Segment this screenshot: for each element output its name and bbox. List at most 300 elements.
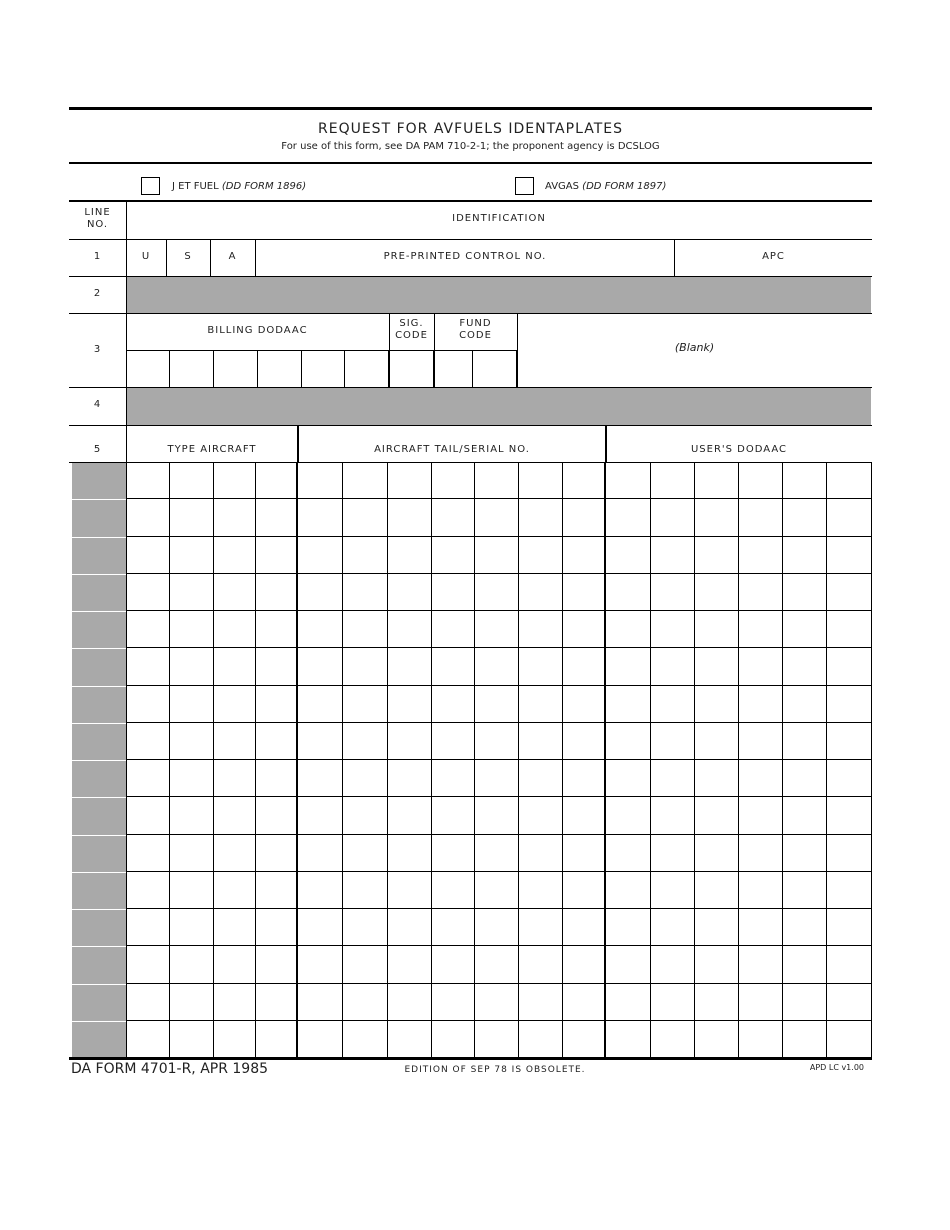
- grid-entry-cell[interactable]: [256, 723, 298, 760]
- line1-u-label: U: [141, 251, 151, 262]
- grid-entry-cell[interactable]: [606, 499, 651, 536]
- avgas-checkbox[interactable]: [515, 177, 534, 195]
- grid-entry-cell[interactable]: [432, 984, 475, 1021]
- grid-entry-cell[interactable]: [214, 648, 256, 685]
- grid-entry-cell[interactable]: [651, 574, 695, 611]
- grid-entry-cell[interactable]: [606, 872, 651, 909]
- grid-entry-cell[interactable]: [695, 723, 739, 760]
- grid-entry-cell[interactable]: [298, 835, 343, 872]
- grid-entry-cell[interactable]: [519, 499, 563, 536]
- grid-entry-cell[interactable]: [388, 499, 432, 536]
- grid-entry-cell[interactable]: [343, 984, 388, 1021]
- grid-entry-cell[interactable]: [783, 835, 827, 872]
- grid-entry-cell[interactable]: [475, 574, 519, 611]
- grid-entry-cell[interactable]: [432, 872, 475, 909]
- grid-entry-cell[interactable]: [388, 984, 432, 1021]
- grid-entry-cell[interactable]: [388, 1021, 432, 1058]
- grid-entry-cell[interactable]: [606, 760, 651, 797]
- grid-entry-cell[interactable]: [388, 835, 432, 872]
- grid-entry-cell[interactable]: [126, 984, 170, 1021]
- grid-entry-cell[interactable]: [475, 648, 519, 685]
- jet-fuel-checkbox[interactable]: [141, 177, 160, 195]
- grid-entry-cell[interactable]: [563, 984, 606, 1021]
- grid-entry-cell[interactable]: [651, 723, 695, 760]
- grid-entry-cell[interactable]: [651, 909, 695, 946]
- grid-entry-cell[interactable]: [256, 574, 298, 611]
- grid-entry-cell[interactable]: [170, 909, 214, 946]
- grid-entry-cell[interactable]: [519, 835, 563, 872]
- grid-entry-cell[interactable]: [475, 537, 519, 574]
- grid-entry-cell[interactable]: [739, 909, 783, 946]
- grid-entry-cell[interactable]: [783, 648, 827, 685]
- grid-entry-cell[interactable]: [606, 909, 651, 946]
- grid-entry-cell[interactable]: [519, 574, 563, 611]
- grid-entry-cell[interactable]: [256, 946, 298, 983]
- grid-entry-cell[interactable]: [695, 462, 739, 499]
- grid-entry-cell[interactable]: [388, 909, 432, 946]
- grid-entry-cell[interactable]: [739, 946, 783, 983]
- grid-entry-cell[interactable]: [651, 835, 695, 872]
- grid-entry-cell[interactable]: [519, 686, 563, 723]
- grid-entry-cell[interactable]: [170, 760, 214, 797]
- grid-entry-cell[interactable]: [827, 648, 872, 685]
- grid-entry-cell[interactable]: [783, 574, 827, 611]
- grid-entry-cell[interactable]: [563, 946, 606, 983]
- grid-entry-cell[interactable]: [651, 760, 695, 797]
- grid-entry-cell[interactable]: [214, 1021, 256, 1058]
- grid-entry-cell[interactable]: [432, 499, 475, 536]
- grid-entry-cell[interactable]: [432, 723, 475, 760]
- grid-entry-cell[interactable]: [475, 686, 519, 723]
- grid-entry-cell[interactable]: [651, 984, 695, 1021]
- grid-entry-cell[interactable]: [298, 984, 343, 1021]
- grid-entry-cell[interactable]: [739, 537, 783, 574]
- grid-entry-cell[interactable]: [298, 537, 343, 574]
- grid-entry-cell[interactable]: [519, 537, 563, 574]
- line1-a-label: A: [228, 251, 237, 262]
- grid-entry-cell[interactable]: [126, 574, 170, 611]
- grid-entry-cell[interactable]: [432, 797, 475, 834]
- grid-entry-cell[interactable]: [651, 648, 695, 685]
- grid-entry-cell[interactable]: [256, 462, 298, 499]
- grid-entry-cell[interactable]: [343, 835, 388, 872]
- grid-entry-cell[interactable]: [651, 872, 695, 909]
- grid-entry-cell[interactable]: [651, 1021, 695, 1058]
- grid-entry-cell[interactable]: [783, 984, 827, 1021]
- grid-entry-cell[interactable]: [343, 574, 388, 611]
- grid-entry-cell[interactable]: [606, 611, 651, 648]
- grid-entry-cell[interactable]: [343, 760, 388, 797]
- grid-entry-cell[interactable]: [606, 835, 651, 872]
- grid-entry-cell[interactable]: [827, 946, 872, 983]
- grid-entry-cell[interactable]: [475, 760, 519, 797]
- grid-entry-cell[interactable]: [256, 648, 298, 685]
- grid-entry-cell[interactable]: [432, 760, 475, 797]
- grid-entry-cell[interactable]: [606, 462, 651, 499]
- grid-entry-cell[interactable]: [126, 499, 170, 536]
- grid-entry-cell[interactable]: [783, 909, 827, 946]
- line3-entry-cell[interactable]: [473, 351, 517, 388]
- grid-entry-cell[interactable]: [388, 611, 432, 648]
- grid-entry-cell[interactable]: [563, 835, 606, 872]
- grid-entry-cell[interactable]: [214, 499, 256, 536]
- grid-entry-cell[interactable]: [827, 1021, 872, 1058]
- grid-entry-cell[interactable]: [214, 872, 256, 909]
- grid-entry-cell[interactable]: [256, 537, 298, 574]
- grid-entry-cell[interactable]: [214, 760, 256, 797]
- grid-entry-cell[interactable]: [783, 946, 827, 983]
- grid-entry-cell[interactable]: [214, 611, 256, 648]
- grid-entry-cell[interactable]: [475, 909, 519, 946]
- grid-entry-cell[interactable]: [126, 611, 170, 648]
- row-number-shaded-cell: [72, 687, 126, 723]
- grid-entry-cell[interactable]: [651, 797, 695, 834]
- grid-entry-cell[interactable]: [388, 648, 432, 685]
- grid-entry-cell[interactable]: [783, 872, 827, 909]
- grid-entry-cell[interactable]: [606, 984, 651, 1021]
- grid-entry-cell[interactable]: [214, 946, 256, 983]
- grid-entry-cell[interactable]: [298, 462, 343, 499]
- grid-entry-cell[interactable]: [170, 835, 214, 872]
- grid-entry-cell[interactable]: [343, 946, 388, 983]
- grid-entry-cell[interactable]: [256, 872, 298, 909]
- grid-entry-cell[interactable]: [827, 499, 872, 536]
- grid-entry-cell[interactable]: [343, 537, 388, 574]
- grid-entry-cell[interactable]: [563, 462, 606, 499]
- grid-entry-cell[interactable]: [475, 984, 519, 1021]
- grid-entry-cell[interactable]: [298, 872, 343, 909]
- grid-entry-cell[interactable]: [298, 686, 343, 723]
- grid-entry-cell[interactable]: [827, 686, 872, 723]
- grid-entry-cell[interactable]: [739, 499, 783, 536]
- grid-entry-cell[interactable]: [170, 462, 214, 499]
- grid-entry-cell[interactable]: [214, 909, 256, 946]
- grid-entry-cell[interactable]: [739, 1021, 783, 1058]
- sig-code-label: [389, 318, 434, 342]
- grid-entry-cell[interactable]: [783, 1021, 827, 1058]
- grid-entry-cell[interactable]: [388, 797, 432, 834]
- grid-entry-cell[interactable]: [256, 984, 298, 1021]
- grid-entry-cell[interactable]: [827, 574, 872, 611]
- grid-entry-cell[interactable]: [695, 872, 739, 909]
- grid-entry-cell[interactable]: [739, 797, 783, 834]
- grid-entry-cell[interactable]: [695, 686, 739, 723]
- grid-entry-cell[interactable]: [298, 723, 343, 760]
- grid-entry-cell[interactable]: [651, 686, 695, 723]
- line3-entry-cell[interactable]: [434, 351, 473, 388]
- grid-entry-cell[interactable]: [695, 797, 739, 834]
- grid-entry-cell[interactable]: [739, 872, 783, 909]
- grid-entry-cell[interactable]: [651, 611, 695, 648]
- grid-entry-cell[interactable]: [388, 946, 432, 983]
- grid-entry-cell[interactable]: [432, 574, 475, 611]
- line-number-4: 4: [93, 399, 102, 410]
- grid-entry-cell[interactable]: [298, 797, 343, 834]
- grid-entry-cell[interactable]: [519, 462, 563, 499]
- grid-entry-cell[interactable]: [126, 797, 170, 834]
- grid-entry-cell[interactable]: [343, 723, 388, 760]
- row-number-shaded-cell: [72, 500, 126, 536]
- grid-entry-cell[interactable]: [563, 797, 606, 834]
- grid-entry-cell[interactable]: [214, 574, 256, 611]
- grid-entry-cell[interactable]: [739, 835, 783, 872]
- grid-entry-cell[interactable]: [214, 462, 256, 499]
- grid-entry-cell[interactable]: [170, 872, 214, 909]
- grid-entry-cell[interactable]: [298, 946, 343, 983]
- grid-entry-cell[interactable]: [827, 872, 872, 909]
- grid-entry-cell[interactable]: [739, 574, 783, 611]
- grid-entry-cell[interactable]: [519, 723, 563, 760]
- grid-entry-cell[interactable]: [298, 499, 343, 536]
- grid-entry-cell[interactable]: [606, 537, 651, 574]
- grid-entry-cell[interactable]: [827, 835, 872, 872]
- line1-div-3: [255, 239, 256, 276]
- grid-entry-cell[interactable]: [606, 648, 651, 685]
- grid-entry-cell[interactable]: [298, 760, 343, 797]
- grid-entry-cell[interactable]: [475, 499, 519, 536]
- line3-entry-cell[interactable]: [126, 351, 170, 388]
- grid-entry-cell[interactable]: [432, 835, 475, 872]
- grid-entry-cell[interactable]: [170, 1021, 214, 1058]
- grid-entry-cell[interactable]: [214, 984, 256, 1021]
- grid-entry-cell[interactable]: [214, 723, 256, 760]
- grid-entry-cell[interactable]: [126, 537, 170, 574]
- grid-entry-cell[interactable]: [170, 499, 214, 536]
- line3-entry-cell[interactable]: [170, 351, 214, 388]
- grid-entry-cell[interactable]: [519, 1021, 563, 1058]
- grid-entry-cell[interactable]: [256, 797, 298, 834]
- grid-entry-cell[interactable]: [126, 648, 170, 685]
- grid-entry-cell[interactable]: [519, 946, 563, 983]
- grid-entry-cell[interactable]: [432, 1021, 475, 1058]
- grid-entry-cell[interactable]: [126, 1021, 170, 1058]
- grid-entry-cell[interactable]: [170, 611, 214, 648]
- grid-entry-cell[interactable]: [170, 574, 214, 611]
- grid-entry-cell[interactable]: [695, 760, 739, 797]
- grid-entry-cell[interactable]: [170, 946, 214, 983]
- line3-entry-cell[interactable]: [389, 351, 434, 388]
- grid-entry-cell[interactable]: [432, 648, 475, 685]
- version-label: APD LC v1.00: [809, 1063, 864, 1072]
- grid-entry-cell[interactable]: [343, 499, 388, 536]
- grid-entry-cell[interactable]: [563, 648, 606, 685]
- grid-entry-cell[interactable]: [695, 909, 739, 946]
- grid-entry-cell[interactable]: [126, 723, 170, 760]
- grid-entry-cell[interactable]: [519, 984, 563, 1021]
- grid-entry-cell[interactable]: [563, 611, 606, 648]
- grid-entry-cell[interactable]: [475, 1021, 519, 1058]
- grid-entry-cell[interactable]: [475, 797, 519, 834]
- jet-fuel-label: [172, 181, 306, 192]
- edition-note: EDITION OF SEP 78 IS OBSOLETE.: [404, 1065, 586, 1075]
- grid-entry-cell[interactable]: [432, 946, 475, 983]
- grid-entry-cell[interactable]: [739, 723, 783, 760]
- grid-entry-cell[interactable]: [432, 686, 475, 723]
- grid-entry-cell[interactable]: [783, 462, 827, 499]
- avgas-label: [545, 181, 666, 192]
- grid-entry-cell[interactable]: [298, 1021, 343, 1058]
- grid-entry-cell[interactable]: [739, 686, 783, 723]
- grid-entry-cell[interactable]: [563, 537, 606, 574]
- grid-entry-cell[interactable]: [519, 648, 563, 685]
- grid-entry-cell[interactable]: [519, 760, 563, 797]
- grid-entry-cell[interactable]: [695, 611, 739, 648]
- grid-entry-cell[interactable]: [170, 984, 214, 1021]
- grid-entry-cell[interactable]: [126, 872, 170, 909]
- grid-entry-cell[interactable]: [256, 499, 298, 536]
- grid-entry-cell[interactable]: [475, 462, 519, 499]
- line3-entry-cell[interactable]: [214, 351, 258, 388]
- grid-entry-cell[interactable]: [343, 686, 388, 723]
- grid-entry-cell[interactable]: [695, 499, 739, 536]
- grid-entry-cell[interactable]: [783, 611, 827, 648]
- grid-entry-cell[interactable]: [563, 574, 606, 611]
- grid-entry-cell[interactable]: [214, 686, 256, 723]
- grid-entry-cell[interactable]: [695, 574, 739, 611]
- grid-entry-cell[interactable]: [783, 686, 827, 723]
- row-number-shaded-cell: [72, 1022, 126, 1058]
- grid-entry-cell[interactable]: [214, 797, 256, 834]
- grid-entry-cell[interactable]: [170, 686, 214, 723]
- fund-code-label-line2: CODE: [459, 330, 492, 341]
- grid-entry-cell[interactable]: [170, 797, 214, 834]
- line3-entry-cell[interactable]: [345, 351, 389, 388]
- grid-entry-cell[interactable]: [343, 462, 388, 499]
- grid-entry-cell[interactable]: [256, 1021, 298, 1058]
- grid-entry-cell[interactable]: [783, 537, 827, 574]
- grid-entry-cell[interactable]: [827, 909, 872, 946]
- grid-entry-cell[interactable]: [126, 909, 170, 946]
- grid-entry-cell[interactable]: [214, 835, 256, 872]
- grid-entry-cell[interactable]: [739, 462, 783, 499]
- grid-entry-cell[interactable]: [475, 835, 519, 872]
- grid-entry-cell[interactable]: [256, 909, 298, 946]
- grid-entry-cell[interactable]: [827, 611, 872, 648]
- grid-entry-cell[interactable]: [298, 574, 343, 611]
- grid-entry-cell[interactable]: [170, 537, 214, 574]
- grid-entry-cell[interactable]: [388, 872, 432, 909]
- grid-entry-cell[interactable]: [388, 537, 432, 574]
- grid-entry-cell[interactable]: [256, 760, 298, 797]
- grid-entry-cell[interactable]: [126, 946, 170, 983]
- grid-entry-cell[interactable]: [298, 909, 343, 946]
- row-number-shaded-cell: [72, 761, 126, 797]
- grid-entry-cell[interactable]: [606, 574, 651, 611]
- grid-entry-cell[interactable]: [432, 611, 475, 648]
- line-number-2: 2: [93, 288, 102, 299]
- grid-entry-cell[interactable]: [126, 760, 170, 797]
- grid-entry-cell[interactable]: [739, 984, 783, 1021]
- grid-entry-cell[interactable]: [519, 797, 563, 834]
- grid-entry-cell[interactable]: [827, 797, 872, 834]
- grid-entry-cell[interactable]: [739, 648, 783, 685]
- grid-entry-cell[interactable]: [214, 537, 256, 574]
- grid-entry-cell[interactable]: [475, 723, 519, 760]
- grid-entry-cell[interactable]: [126, 686, 170, 723]
- grid-entry-cell[interactable]: [651, 537, 695, 574]
- grid-entry-cell[interactable]: [827, 760, 872, 797]
- grid-entry-cell[interactable]: [126, 462, 170, 499]
- grid-entry-cell[interactable]: [256, 611, 298, 648]
- grid-entry-cell[interactable]: [651, 462, 695, 499]
- grid-entry-cell[interactable]: [563, 760, 606, 797]
- grid-entry-cell[interactable]: [432, 537, 475, 574]
- grid-entry-cell[interactable]: [606, 686, 651, 723]
- grid-entry-cell[interactable]: [343, 611, 388, 648]
- grid-entry-cell[interactable]: [170, 723, 214, 760]
- grid-entry-cell[interactable]: [827, 723, 872, 760]
- grid-entry-cell[interactable]: [783, 723, 827, 760]
- grid-entry-cell[interactable]: [343, 872, 388, 909]
- grid-entry-cell[interactable]: [563, 686, 606, 723]
- grid-entry-cell[interactable]: [256, 835, 298, 872]
- grid-entry-cell[interactable]: [432, 909, 475, 946]
- grid-entry-cell[interactable]: [343, 648, 388, 685]
- grid-entry-cell[interactable]: [563, 1021, 606, 1058]
- grid-entry-cell[interactable]: [827, 537, 872, 574]
- grid-entry-cell[interactable]: [388, 574, 432, 611]
- grid-entry-cell[interactable]: [388, 686, 432, 723]
- grid-entry-cell[interactable]: [695, 648, 739, 685]
- grid-entry-cell[interactable]: [563, 499, 606, 536]
- fund-code-label-line1: FUND: [459, 318, 492, 329]
- grid-entry-cell[interactable]: [388, 760, 432, 797]
- rule-239: [69, 239, 872, 240]
- grid-entry-cell[interactable]: [343, 797, 388, 834]
- line3-entry-cell[interactable]: [258, 351, 302, 388]
- grid-entry-cell[interactable]: [388, 723, 432, 760]
- grid-entry-cell[interactable]: [388, 462, 432, 499]
- grid-entry-cell[interactable]: [606, 1021, 651, 1058]
- grid-entry-cell[interactable]: [519, 872, 563, 909]
- grid-entry-cell[interactable]: [519, 611, 563, 648]
- grid-entry-cell[interactable]: [170, 648, 214, 685]
- grid-entry-cell[interactable]: [563, 909, 606, 946]
- grid-entry-cell[interactable]: [695, 1021, 739, 1058]
- grid-entry-cell[interactable]: [606, 723, 651, 760]
- grid-entry-cell[interactable]: [343, 909, 388, 946]
- grid-entry-cell[interactable]: [651, 499, 695, 536]
- grid-entry-cell[interactable]: [475, 872, 519, 909]
- grid-entry-cell[interactable]: [827, 984, 872, 1021]
- grid-entry-cell[interactable]: [695, 984, 739, 1021]
- grid-entry-cell[interactable]: [695, 946, 739, 983]
- grid-entry-cell[interactable]: [783, 797, 827, 834]
- grid-entry-cell[interactable]: [695, 537, 739, 574]
- grid-entry-cell[interactable]: [606, 797, 651, 834]
- grid-entry-cell[interactable]: [783, 499, 827, 536]
- grid-entry-cell[interactable]: [298, 611, 343, 648]
- grid-entry-cell[interactable]: [563, 872, 606, 909]
- grid-entry-cell[interactable]: [563, 723, 606, 760]
- grid-entry-cell[interactable]: [519, 909, 563, 946]
- grid-entry-cell[interactable]: [695, 835, 739, 872]
- grid-entry-cell[interactable]: [475, 611, 519, 648]
- grid-entry-cell[interactable]: [475, 946, 519, 983]
- grid-entry-cell[interactable]: [432, 462, 475, 499]
- grid-entry-cell[interactable]: [739, 611, 783, 648]
- grid-entry-cell[interactable]: [343, 1021, 388, 1058]
- grid-entry-cell[interactable]: [651, 946, 695, 983]
- grid-entry-cell[interactable]: [256, 686, 298, 723]
- grid-entry-cell[interactable]: [298, 648, 343, 685]
- grid-entry-cell[interactable]: [739, 760, 783, 797]
- grid-entry-cell[interactable]: [783, 760, 827, 797]
- grid-entry-cell[interactable]: [126, 835, 170, 872]
- grid-entry-cell[interactable]: [827, 462, 872, 499]
- line3-entry-cell[interactable]: [302, 351, 345, 388]
- grid-entry-cell[interactable]: [606, 946, 651, 983]
